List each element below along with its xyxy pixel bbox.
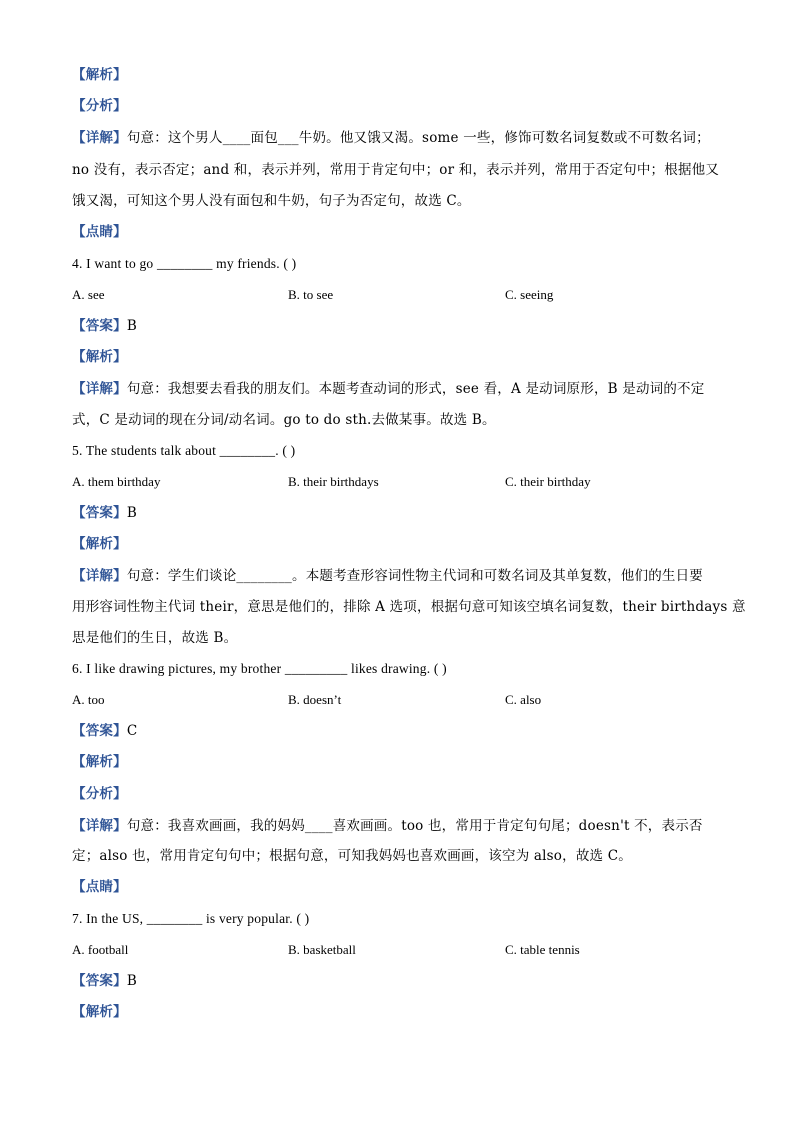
- tag: 【解析】: [72, 536, 127, 552]
- option-a: A. them birthday: [72, 474, 161, 489]
- question-text: 4. I want to go ________ my friends. ( ): [72, 256, 297, 271]
- answer: B: [126, 505, 137, 521]
- explanation-line: [72, 411, 722, 429]
- text: 句意：我想要去看我的朋友们。本题考查动词的形式，see 看，A 是动词原形，B 是动词的不定: [126, 381, 705, 397]
- option-c: C. their birthday: [505, 474, 591, 489]
- answer: C: [126, 723, 138, 739]
- section-label-fenxi: [72, 97, 722, 115]
- option-b: B. to see: [288, 287, 334, 302]
- explanation-line: [72, 567, 722, 585]
- question-7: [72, 910, 722, 928]
- section-label-dianjing: [72, 878, 722, 896]
- tag: 【答案】: [72, 973, 127, 989]
- section-label-analysis: [72, 535, 722, 553]
- section-label-analysis: [72, 348, 722, 366]
- explanation-line: [72, 192, 722, 210]
- tag: 【答案】: [72, 505, 127, 521]
- tag: 【点睛】: [72, 879, 127, 895]
- explanation-line: [72, 598, 746, 616]
- tag: 【答案】: [72, 318, 127, 334]
- question-text: 5. The students talk about ________. ( ): [72, 443, 296, 458]
- section-label-analysis: [72, 1003, 722, 1021]
- tag: 【解析】: [72, 349, 127, 365]
- section-label-analysis: [72, 66, 722, 84]
- tag: 【详解】: [72, 568, 127, 584]
- tag: 【详解】: [72, 818, 127, 834]
- question-4: [72, 255, 722, 273]
- text: 式，C 是动词的现在分词/动名词。go to do sth.去做某事。故选 B。: [72, 412, 496, 428]
- text: 思是他们的生日，故选 B。: [72, 630, 238, 646]
- text: 句意：学生们谈论________。本题考查形容词性物主代词和可数名词及其单复数，他们的生日要: [126, 568, 704, 584]
- tag: 【详解】: [72, 130, 127, 146]
- text: 用形容词性物主代词 their，意思是他们的，排除 A 选项，根据句意可知该空填名词复数，their birthdays 意: [72, 599, 746, 615]
- explanation-line: [72, 629, 722, 647]
- option-c: C. table tennis: [505, 942, 580, 957]
- question-5: [72, 442, 722, 460]
- option-a: A. football: [72, 942, 129, 957]
- answer-line: [72, 722, 722, 740]
- explanation-line: [72, 817, 722, 835]
- question-text: 7. In the US, ________ is very popular. ( ): [72, 911, 310, 926]
- text: 定；also 也，常用肯定句句中；根据句意，可知我妈妈也喜欢画画，该空为 also，故选 C。: [72, 848, 632, 864]
- option-b: B. basketball: [288, 942, 356, 957]
- answer: B: [126, 973, 137, 989]
- answer-line: [72, 504, 722, 522]
- explanation-line: [72, 161, 722, 179]
- text: no 没有，表示否定；and 和，表示并列，常用于肯定句中；or 和，表示并列，常用于否定句中；根据他又: [72, 162, 720, 178]
- option-a: A. too: [72, 692, 105, 707]
- tag: 【点睛】: [72, 224, 127, 240]
- text: 句意：我喜欢画画，我的妈妈____喜欢画画。too 也，常用于肯定句句尾；doesn't 不，表示否: [126, 818, 703, 834]
- option-a: A. see: [72, 287, 105, 302]
- tag: 【分析】: [72, 786, 127, 802]
- explanation-line: [72, 847, 722, 865]
- tag: 【分析】: [72, 98, 127, 114]
- section-label-dianjing: [72, 223, 722, 241]
- tag: 【解析】: [72, 67, 127, 83]
- question-text: 6. I like drawing pictures, my brother _________ likes drawing. ( ): [72, 661, 447, 676]
- tag: 【解析】: [72, 1004, 127, 1020]
- question-6: [72, 660, 722, 678]
- explanation-line: [72, 380, 722, 398]
- answer: B: [126, 318, 137, 334]
- explanation-line: [72, 129, 722, 147]
- option-c: C. seeing: [505, 287, 554, 302]
- text: 饿又渴，可知这个男人没有面包和牛奶，句子为否定句，故选 C。: [72, 193, 471, 209]
- section-label-analysis: [72, 753, 722, 771]
- text: 句意：这个男人____面包___牛奶。他又饿又渴。some 一些，修饰可数名词复数或不可数名词；: [126, 130, 710, 146]
- option-b: B. their birthdays: [288, 474, 379, 489]
- tag: 【解析】: [72, 754, 127, 770]
- answer-line: [72, 317, 722, 335]
- section-label-fenxi: [72, 785, 722, 803]
- answer-line: [72, 972, 722, 990]
- option-c: C. also: [505, 692, 542, 707]
- option-b: B. doesn’t: [288, 692, 342, 707]
- tag: 【答案】: [72, 723, 127, 739]
- tag: 【详解】: [72, 381, 127, 397]
